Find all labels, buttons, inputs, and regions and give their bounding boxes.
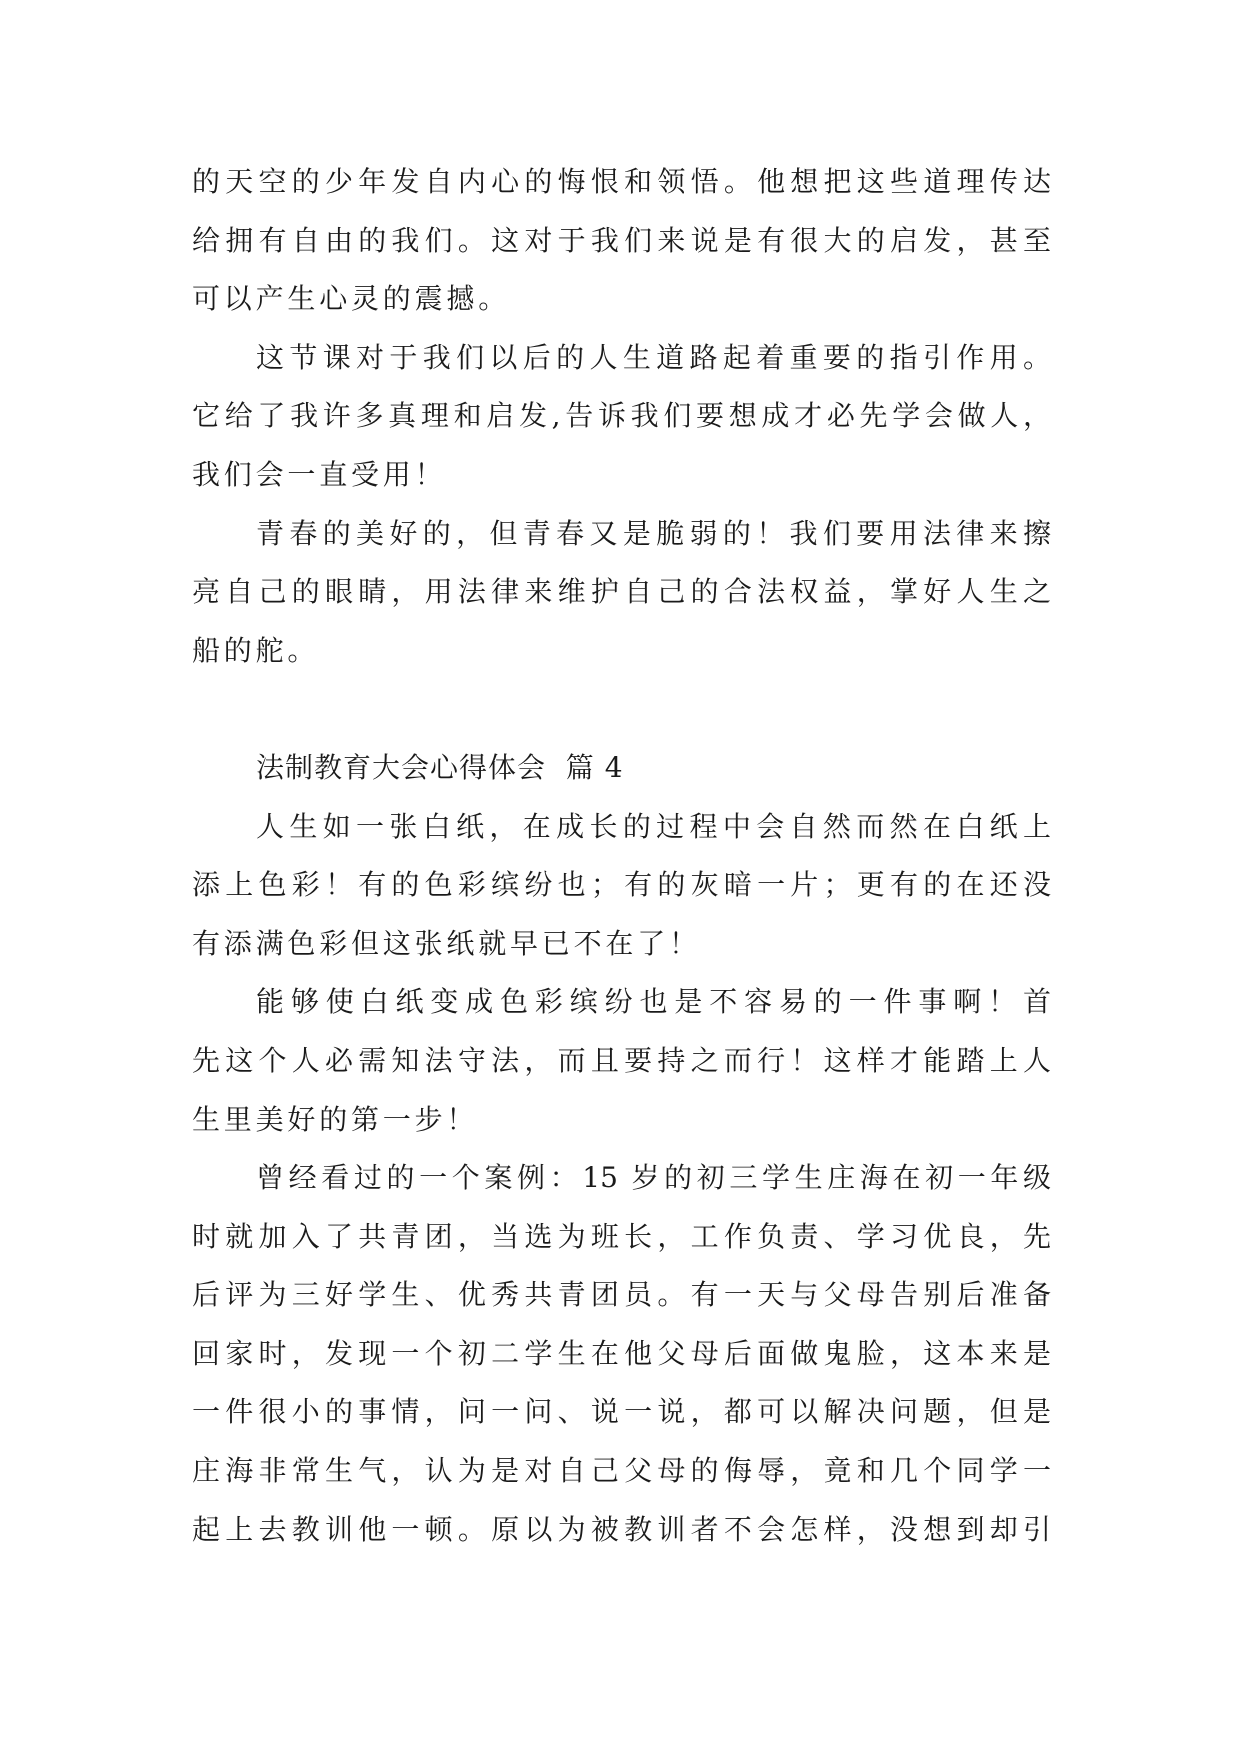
paragraph xyxy=(192,1149,1051,1559)
paragraph xyxy=(192,329,1051,505)
text-line: 可以产生心灵的震撼。 xyxy=(192,282,511,316)
text-line: 庄海非常生气，认为是对自己父母的侮辱，竟和几个同学一 xyxy=(192,1454,1051,1488)
text-line: 给拥有自由的我们。这对于我们来说是有很大的启发，甚至 xyxy=(192,223,1051,257)
text-line: 我们会一直受用！ xyxy=(192,457,447,491)
text-line: 曾经看过的一个案例：15 岁的初三学生庄海在初一年级 xyxy=(256,1161,1051,1195)
document-body xyxy=(192,153,1051,1559)
text-line: 一件很小的事情，问一问、说一说，都可以解决问题，但是 xyxy=(192,1395,1051,1429)
text-line: 有添满色彩但这张纸就早已不在了！ xyxy=(192,926,701,960)
text-line: 生里美好的第一步！ xyxy=(192,1102,479,1136)
text-line: 添上色彩！有的色彩缤纷也；有的灰暗一片；更有的在还没 xyxy=(192,868,1051,902)
paragraph xyxy=(192,973,1051,1149)
text-line: 船的舵。 xyxy=(192,633,320,667)
section-heading: 法制教育大会心得体会 篇 4 xyxy=(256,750,624,784)
paragraph xyxy=(192,505,1051,681)
text-line: 的天空的少年发自内心的悔恨和领悟。他想把这些道理传达 xyxy=(192,165,1051,198)
text-line: 青春的美好的，但青春又是脆弱的！我们要用法律来擦 xyxy=(256,516,1051,550)
paragraph-gap xyxy=(192,680,1051,739)
paragraph xyxy=(192,153,1051,329)
text-line: 起上去教训他一顿。原以为被教训者不会怎样，没想到却引 xyxy=(192,1512,1051,1546)
text-line: 时就加入了共青团，当选为班长，工作负责、学习优良，先 xyxy=(192,1219,1051,1253)
text-line: 这节课对于我们以后的人生道路起着重要的指引作用。 xyxy=(256,340,1051,374)
text-line: 后评为三好学生、优秀共青团员。有一天与父母告别后准备 xyxy=(192,1278,1051,1312)
paragraph xyxy=(192,798,1051,974)
text-line: 人生如一张白纸，在成长的过程中会自然而然在白纸上 xyxy=(256,809,1051,843)
text-line: 先这个人必需知法守法，而且要持之而行！这样才能踏上人 xyxy=(192,1043,1051,1077)
text-line: 它给了我许多真理和启发,告诉我们要想成才必先学会做人， xyxy=(192,399,1051,433)
text-line: 能够使白纸变成色彩缤纷也是不容易的一件事啊！首 xyxy=(256,985,1051,1019)
text-line: 回家时，发现一个初二学生在他父母后面做鬼脸，这本来是 xyxy=(192,1336,1051,1370)
text-line: 亮自己的眼睛，用法律来维护自己的合法权益，掌好人生之 xyxy=(192,575,1051,609)
